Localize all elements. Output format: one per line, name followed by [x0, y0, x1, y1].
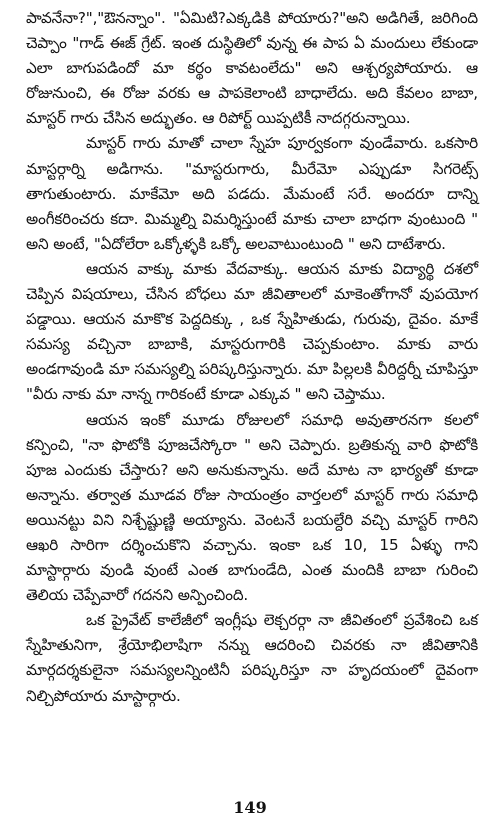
paragraph-4: ఆయన ఇంకో మూడు రోజులలో సమాధి అవుతారనగా కలలో కన్పించి, "నా ఫొటోకి పూజచేస్కోరా " అని చెప్పారు. బ్రతికున్న వారి ఫొటోకి పూజ ఎందుకు చేస్తారు? అని అనుకున్నాను. అదే మాట నా భార్యతో కూడా అన్నాను. తర్వాత మూడవ రోజు సాయంత్రం వార్తలలో మాస్టర్ గారు సమాధి అయినట్టు విని నిశ్చేష్టుణ్ణి అయ్యాను. వెంటనే బయల్దేరి వచ్చి మాస్టర్ గారిని ఆఖరి సారిగా దర్శించుకొని వచ్చాను. ఇంకా ఒక 10, 15 ఏళ్ళు గాని మాస్టార్గారు వుండి వుంటే ఎంత బాగుండేది, ఎంత మందికి బాబా గురించి తెలియ చెప్పేవారో గదనని అన్పించింది. [26, 410, 478, 605]
paragraph-1: పావనేనా?","ఔనన్నాం". "ఏమిటి?ఎక్కడికి పోయారు?"అని అడిగితే, జరిగింది చెప్పాం "గాడ్ ఈజ్ గ్రేట్. ఇంత దుస్థితిలో వున్న ఈ పాప ఏ మందులు లేకుండా ఎలా బాగుపడిందో మా కర్థం కావటంలేదు" అని ఆశ్చర్యపోయారు. ఆ రోజునుంచి, ఈ రోజు వరకు ఆ పాపకెలాంటి బాధాలేదు. అది కేవలం బాబా, మాస్టర్ గారు చేసిన అద్భుతం. ఆ రిపోర్ట్ యిప్పటికీ నాదగ్గరున్నాయి. [26, 9, 478, 128]
page-number: 149 [233, 798, 267, 817]
paragraph-2: మాస్టర్ గారు మాతో చాలా స్నేహ పూర్వకంగా వుండేవారు. ఒకసారి మాస్టర్గార్ని అడిగాను. "మాస్టరుగారు, మీరేమో ఎప్పుడూ సిగరెట్స్ తాగుతుంటారు. మాకేమో అది పడదు. మేమంటే సరే. అందరూ దాన్ని అంగీకరించరు కదా. మిమ్మల్ని విమర్శిస్తుంటే మాకు చాలా బాధగా వుంటుంది " అని అంటే, "ఏదోలేరా ఒక్కోళ్ళకి ఒక్కో అలవాటుంటుంది " అని దాటేశారు. [26, 134, 478, 253]
body-text [26, 6, 478, 709]
paragraph-5: ఒక ప్రైవేట్ కాలేజీలో ఇంగ్లీషు లెక్చరర్గా నా జీవితంలో ప్రవేశించి ఒక స్నేహితునిగా, శ్రేయోభిలాషిగా నన్ను ఆదరించి చివరకు నా జీవితానికి మార్గదర్శకులైనా సమస్యలన్నింటినీ పరిష్కరిస్తూ నా హృదయంలో దైవంగా నిల్చిపోయారు మాస్టార్గారు. [26, 611, 478, 705]
paragraph-3: ఆయన వాక్కు మాకు వేదవాక్కు. ఆయన మాకు విద్యార్థి దశలో చెప్పిన విషయాలు, చేసిన బోధలు మా జీవితాలలో మాకెంతోగానో వుపయోగ పడ్డాయి. ఆయన మాకొక పెద్దదిక్కు , ఒక స్నేహితుడు, గురువు, దైవం. మాకే సమస్య వచ్చినా బాబాకి, మాస్టరుగారికి చెప్పకుంటాం. మాకు వారు అండగావుండి మా సమస్యల్ని పరిష్కరిస్తున్నారు. మా పిల్లలకి వీరిద్దర్నీ చూపిస్తూ "వీరు నాకు మా నాన్న గారికంటే కూడా ఎక్కువ " అని చెప్తాము. [26, 259, 478, 404]
